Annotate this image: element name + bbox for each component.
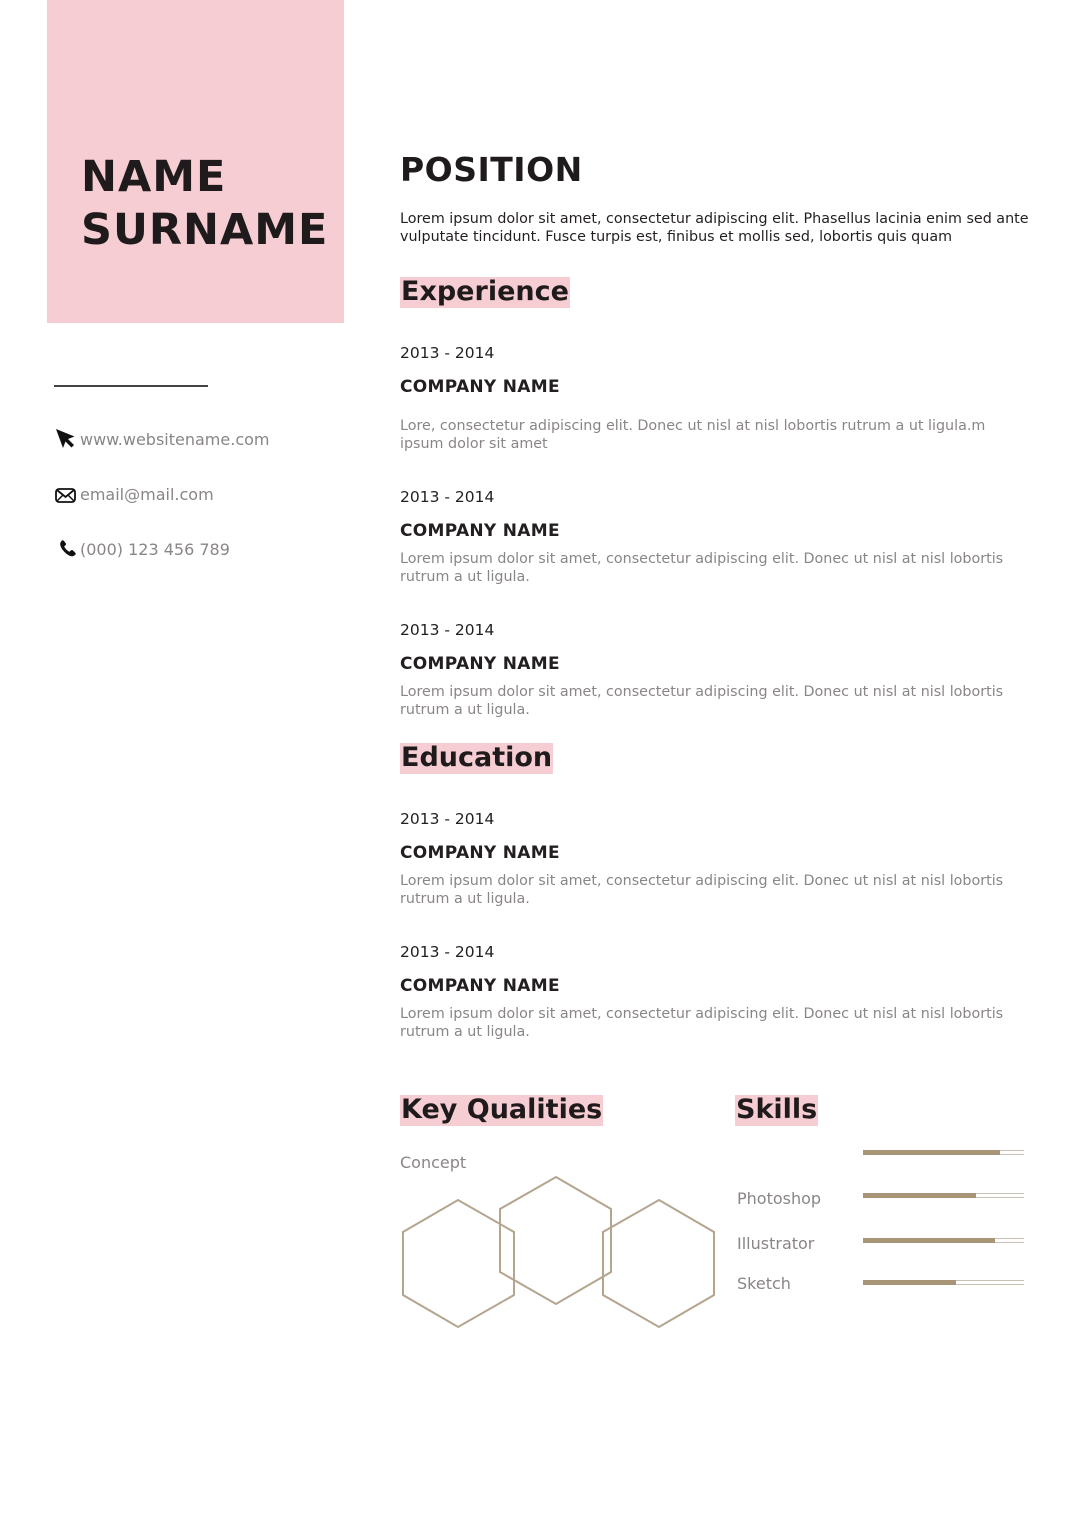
entry-company: COMPANY NAME: [400, 976, 560, 996]
skill-bar: [863, 1280, 1024, 1286]
entry-description: Lorem ipsum dolor sit amet, consectetur adipiscing elit. Donec ut nisl at nisl lobortis rutrum a ut ligula.: [400, 1006, 1004, 1040]
entry-years: 2013 - 2014: [400, 488, 495, 506]
contact-email[interactable]: [54, 482, 214, 506]
cursor-icon: [54, 427, 78, 451]
divider: [54, 385, 208, 387]
entry-company: COMPANY NAME: [400, 843, 560, 863]
skill-bar: [863, 1150, 1024, 1156]
education-heading: Education: [401, 742, 553, 773]
skill-name: Illustrator: [737, 1234, 815, 1253]
skill-bar-fill: [863, 1150, 1000, 1155]
phone-icon: [54, 537, 78, 561]
skill-bar-fill: [863, 1280, 956, 1285]
phone-text: (000) 123 456 789: [80, 539, 230, 559]
skill-bar: [863, 1193, 1024, 1199]
entry-company: COMPANY NAME: [400, 377, 560, 397]
quality-item: Concept: [400, 1153, 467, 1172]
hexagon-3: [603, 1200, 714, 1327]
email-text: email@mail.com: [80, 484, 214, 504]
entry-company: COMPANY NAME: [400, 654, 560, 674]
summary-text: Lorem ipsum dolor sit amet, consectetur adipiscing elit. Phasellus lacinia enim sed ante vulputate tincidunt. Fusce turpis est, finibus et mollis sed, lobortis quis quam: [400, 211, 1029, 245]
key-qualities-heading: Key Qualities: [401, 1094, 603, 1125]
last-name: SURNAME: [81, 205, 329, 255]
entry-description: Lorem ipsum dolor sit amet, consectetur adipiscing elit. Donec ut nisl at nisl lobortis rutrum a ut ligula.: [400, 873, 1004, 907]
hexagon-1: [403, 1200, 514, 1327]
qualities-hexagons: [400, 1172, 720, 1332]
skill-bar: [863, 1238, 1024, 1244]
skill-bar-fill: [863, 1193, 976, 1198]
hexagon-2: [500, 1177, 611, 1304]
entry-years: 2013 - 2014: [400, 943, 495, 961]
skill-name: Photoshop: [737, 1189, 822, 1208]
experience-heading: Experience: [401, 276, 569, 307]
entry-years: 2013 - 2014: [400, 621, 495, 639]
skill-bar-fill: [863, 1238, 995, 1243]
entry-years: 2013 - 2014: [400, 810, 495, 828]
website-text: www.websitename.com: [80, 429, 270, 449]
contact-website[interactable]: [54, 427, 270, 451]
entry-description: Lorem ipsum dolor sit amet, consectetur adipiscing elit. Donec ut nisl at nisl lobortis rutrum a ut ligula.: [400, 551, 1004, 585]
skills-heading: Skills: [736, 1094, 818, 1125]
entry-company: COMPANY NAME: [400, 521, 560, 541]
envelope-icon: [54, 482, 78, 506]
skill-name: Sketch: [737, 1274, 791, 1293]
position-title: POSITION: [400, 150, 583, 189]
entry-years: 2013 - 2014: [400, 344, 495, 362]
entry-description: Lorem ipsum dolor sit amet, consectetur adipiscing elit. Donec ut nisl at nisl lobortis rutrum a ut ligula.: [400, 684, 1004, 718]
entry-description: Lore, consectetur adipiscing elit. Donec ut nisl at nisl lobortis rutrum a ut ligula.m ipsum dolor sit amet: [400, 418, 986, 452]
first-name: NAME: [81, 152, 227, 202]
contact-phone[interactable]: [54, 537, 230, 561]
